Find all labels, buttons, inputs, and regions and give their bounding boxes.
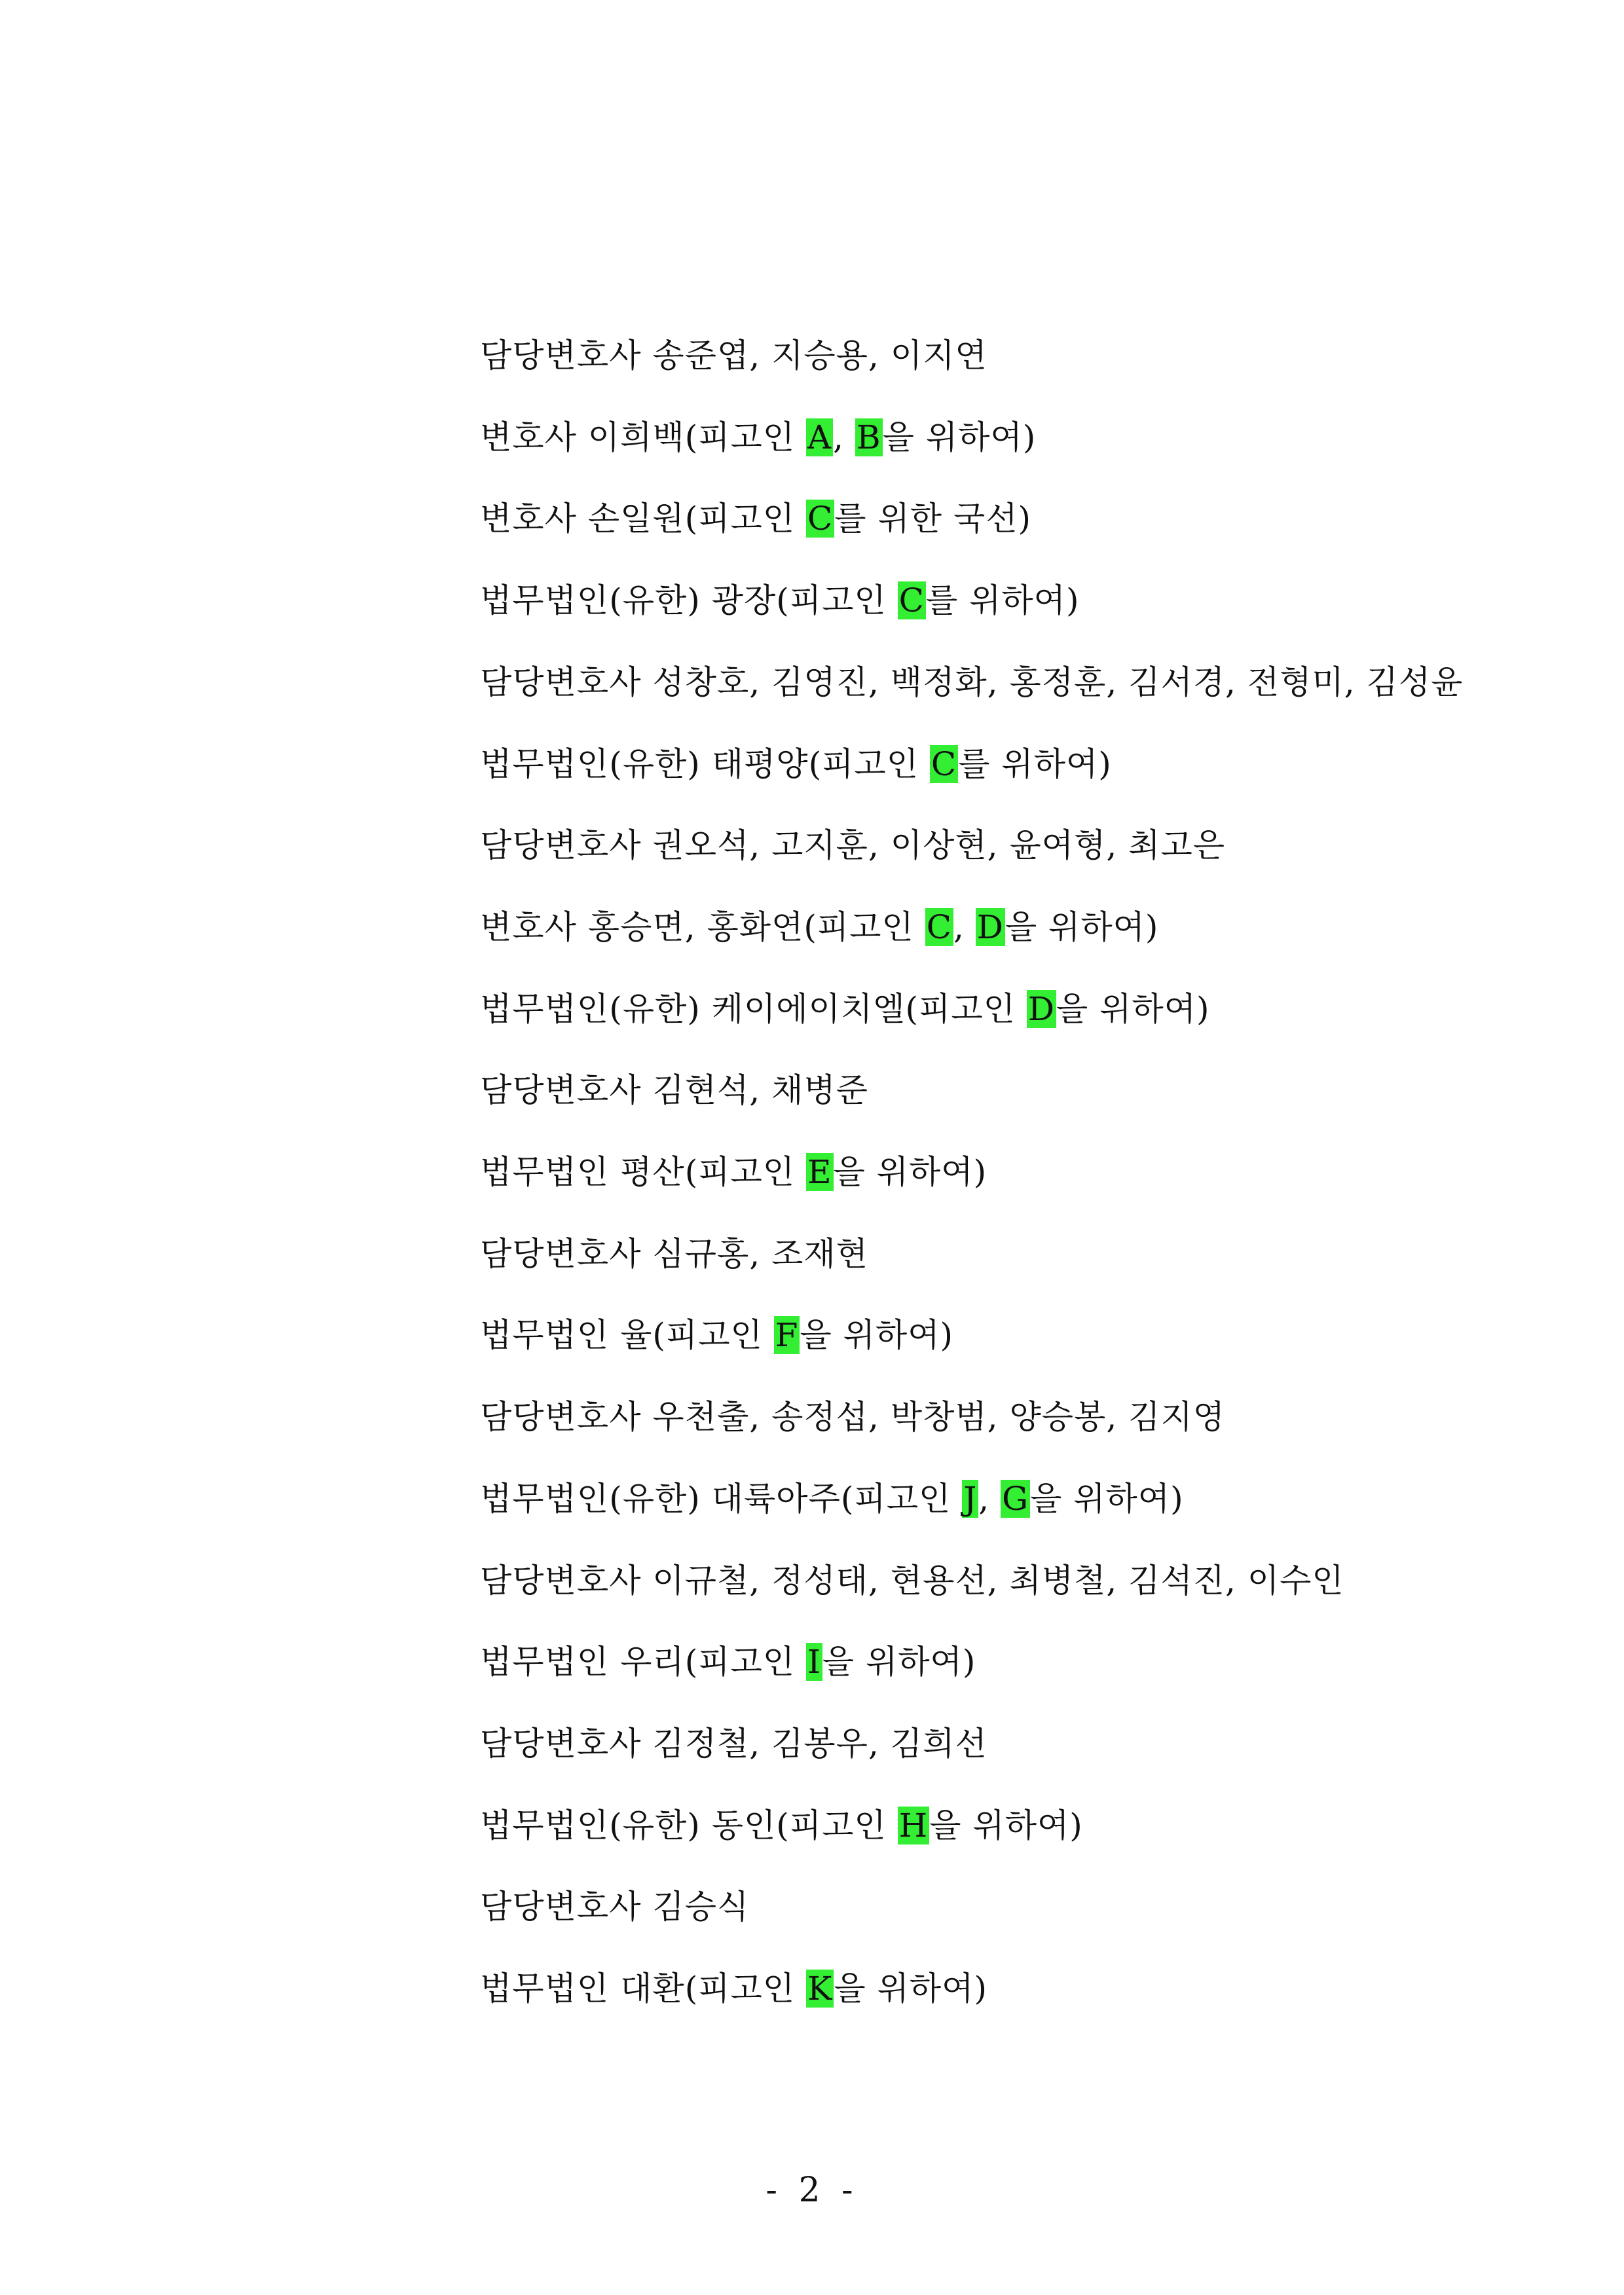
line-text: 를 위하여) [925, 581, 1080, 619]
text-line [480, 741, 1112, 787]
defendant-marker: G [1002, 1480, 1029, 1518]
text-line [480, 1558, 1344, 1604]
line-text: 담당변호사 권오석, 고지훈, 이상현, 윤여형, 최고은 [480, 826, 1226, 864]
line-text: 법무법인(유한) 광장(피고인 [480, 581, 898, 619]
text-line [480, 1884, 749, 1930]
line-text: 담당변호사 김정철, 김봉우, 김희선 [480, 1725, 987, 1763]
text-line [480, 1149, 987, 1195]
defendant-marker: B [856, 418, 881, 456]
line-text: 법무법인 대환(피고인 [480, 1970, 806, 2008]
line-text: 변호사 이희백(피고인 [480, 418, 806, 456]
line-text: 담당변호사 우천출, 송정섭, 박창범, 양승봉, 김지영 [480, 1398, 1226, 1436]
text-line [480, 1476, 1184, 1522]
text-line [480, 1067, 868, 1113]
line-text: 담당변호사 성창호, 김영진, 백정화, 홍정훈, 김서경, 전형미, 김성윤 [480, 663, 1464, 701]
defendant-marker: F [775, 1316, 799, 1354]
line-text: , [978, 1480, 1001, 1518]
line-text: 담당변호사 김현석, 채병준 [480, 1071, 868, 1109]
line-text: , [953, 908, 976, 946]
text-line [480, 414, 1036, 460]
text-line [480, 986, 1210, 1032]
text-line [480, 1394, 1225, 1440]
text-line [480, 1966, 987, 2011]
text-line [480, 578, 1079, 623]
line-text: 변호사 손일원(피고인 [480, 500, 806, 538]
line-text: 을 위하여) [1005, 908, 1159, 946]
text-line [480, 1312, 953, 1358]
line-text: 법무법인 우리(피고인 [480, 1643, 806, 1681]
line-text: 법무법인(유한) 동인(피고인 [480, 1807, 898, 1845]
text-line [480, 496, 1031, 542]
text-line [480, 1803, 1083, 1848]
text-line [480, 1721, 987, 1767]
line-text: 을 위하여) [882, 418, 1037, 456]
defendant-marker: J [963, 1480, 978, 1518]
line-text: 담당변호사 이규철, 정성태, 현용선, 최병철, 김석진, 이수인 [480, 1562, 1344, 1600]
defendant-marker: E [807, 1153, 832, 1191]
line-text: 담당변호사 심규홍, 조재현 [480, 1235, 868, 1273]
line-text: 담당변호사 김승식 [480, 1888, 750, 1926]
line-text: 를 위한 국선) [834, 500, 1032, 538]
line-text: 을 위하여) [929, 1807, 1083, 1845]
defendant-marker: C [926, 908, 952, 946]
defendant-marker: C [807, 500, 834, 538]
line-text: 변호사 홍승면, 홍화연(피고인 [480, 908, 925, 946]
line-text: 을 위하여) [834, 1970, 987, 2008]
text-line [480, 1231, 868, 1277]
line-text: 를 위하여) [958, 745, 1112, 783]
line-text: 을 위하여) [822, 1643, 976, 1681]
line-text: 법무법인 율(피고인 [480, 1316, 774, 1354]
defendant-marker: H [898, 1807, 929, 1845]
defendant-marker: K [807, 1970, 833, 2008]
line-text: 법무법인(유한) 대륙아주(피고인 [480, 1480, 963, 1518]
defendant-marker: A [807, 418, 832, 456]
defendant-marker: C [898, 581, 925, 619]
line-text: 담당변호사 송준엽, 지승용, 이지연 [480, 337, 987, 375]
line-text: 을 위하여) [800, 1316, 954, 1354]
text-line [480, 904, 1158, 950]
line-text: 을 위하여) [833, 1153, 987, 1191]
line-text: 을 위하여) [1030, 1480, 1184, 1518]
page-number: - 2 - [766, 2171, 858, 2210]
defendant-marker: I [807, 1643, 821, 1681]
defendant-marker: D [1027, 990, 1055, 1028]
text-line [480, 822, 1225, 868]
text-line [480, 659, 1463, 705]
text-line [480, 1639, 976, 1685]
defendant-marker: D [976, 908, 1004, 946]
text-line [480, 333, 987, 378]
line-text: 을 위하여) [1056, 990, 1210, 1028]
defendant-marker: C [931, 745, 957, 783]
line-text: 법무법인(유한) 태평양(피고인 [480, 745, 930, 783]
line-text: 법무법인 평산(피고인 [480, 1153, 806, 1191]
line-text: , [833, 418, 855, 456]
line-text: 법무법인(유한) 케이에이치엘(피고인 [480, 990, 1027, 1028]
